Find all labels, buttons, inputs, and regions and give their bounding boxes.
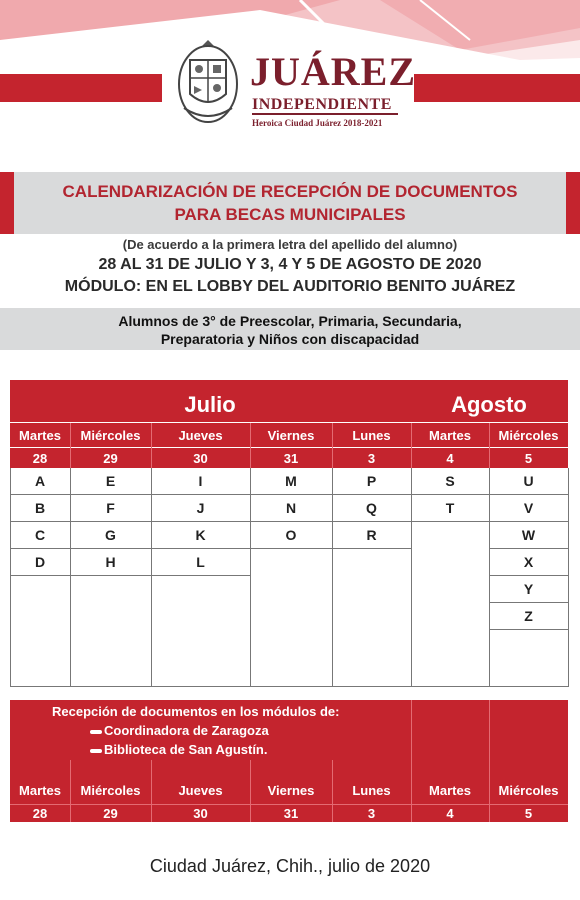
grid-line [10, 468, 11, 686]
page-title-line-2: PARA BECAS MUNICIPALES [174, 205, 406, 224]
city-seal-icon [176, 38, 240, 124]
reception-date-cell: 4 [446, 805, 454, 821]
letter-cell: A [10, 468, 70, 495]
letter-cell: W [489, 522, 568, 549]
day-header: Miércoles [489, 423, 568, 447]
grid-line [151, 423, 152, 468]
grid-line [70, 760, 71, 822]
header-band-left [0, 74, 162, 102]
reception-day-header: Miércoles [498, 782, 559, 798]
grid-line [332, 468, 333, 686]
letter-cell: Z [489, 603, 568, 630]
bullet-dash-icon [90, 749, 102, 753]
reception-date-cell: 30 [193, 805, 208, 821]
grid-line [151, 760, 152, 822]
grid-line [10, 686, 569, 687]
reception-item: Biblioteca de San Agustín. [104, 742, 268, 757]
reception-date-cell: 3 [367, 805, 376, 821]
letter-cell: X [489, 549, 568, 576]
letter-cell: H [70, 549, 151, 576]
day-header: Jueves [151, 423, 250, 447]
reception-day-header: Martes [19, 782, 61, 798]
letter-cell: B [10, 495, 70, 522]
header-band-right [414, 74, 580, 102]
grid-line [250, 468, 251, 686]
logo-subtitle: INDEPENDIENTE [252, 96, 392, 113]
info-note: (De acuerdo a la primera letra del apellido del alumno) [122, 237, 458, 252]
letter-cell: I [151, 468, 250, 495]
grid-line [332, 760, 333, 822]
date-cell: 30 [151, 448, 250, 468]
grid-line [332, 423, 333, 468]
grid-line [411, 760, 412, 822]
grid-line [411, 700, 412, 760]
letter-cell: S [411, 468, 489, 495]
day-header: Viernes [250, 423, 332, 447]
reception-date-cell: 29 [103, 805, 118, 821]
grid-line [568, 468, 569, 686]
letter-cell: Y [489, 576, 568, 603]
logo-title: JUÁREZ [250, 49, 417, 94]
date-cell: 4 [411, 448, 489, 468]
logo-tagline: Heroica Ciudad Juárez 2018-2021 [252, 118, 383, 128]
month-julio: Julio [184, 392, 236, 417]
month-agosto: Agosto [451, 392, 527, 417]
day-header: Martes [411, 423, 489, 447]
letter-cell: V [489, 495, 568, 522]
students-line-1: Alumnos de 3° de Preescolar, Primaria, Secundaria, [118, 313, 462, 329]
page-title [14, 180, 566, 226]
reception-day-header: Miércoles [80, 782, 141, 798]
letter-cell: O [250, 522, 332, 549]
day-header: Martes [10, 423, 70, 447]
reception-day-header: Viernes [267, 782, 315, 798]
header [0, 0, 580, 160]
grid-line [151, 468, 152, 686]
letter-cell: M [250, 468, 332, 495]
letter-cell: L [151, 549, 250, 576]
reception-day-header: Jueves [178, 782, 223, 798]
info-module: MÓDULO: EN EL LOBBY DEL AUDITORIO BENITO JUÁREZ [64, 278, 516, 295]
grid-line [489, 468, 490, 686]
letter-cell: Q [332, 495, 411, 522]
letter-cell: P [332, 468, 411, 495]
grid-line [489, 423, 490, 468]
students-text [0, 312, 580, 348]
reception-title: Recepción de documentos en los módulos de: [52, 704, 340, 719]
date-cell: 3 [332, 448, 411, 468]
letter-cell: C [10, 522, 70, 549]
letter-cell: K [151, 522, 250, 549]
reception-date-cell: 31 [283, 805, 299, 821]
letter-cell: F [70, 495, 151, 522]
letter-cell: T [411, 495, 489, 522]
reception-date-cell: 28 [32, 805, 48, 821]
grid-line [70, 423, 71, 468]
date-cell: 28 [10, 448, 70, 468]
grid-line [10, 804, 568, 805]
letter-cell: U [489, 468, 568, 495]
date-cell: 5 [489, 448, 568, 468]
letter-cell: R [332, 522, 411, 549]
grid-line [411, 423, 412, 468]
bullet-dash-icon [90, 730, 102, 734]
letter-cell: J [151, 495, 250, 522]
logo-divider [252, 113, 398, 115]
students-line-2: Preparatoria y Niños con discapacidad [160, 331, 420, 347]
grid-line [489, 700, 490, 760]
letter-cell: D [10, 549, 70, 576]
reception-item: Coordinadora de Zaragoza [104, 723, 269, 738]
day-header: Miércoles [70, 423, 151, 447]
info-dates: 28 AL 31 DE JULIO Y 3, 4 Y 5 DE AGOSTO DE 2020 [98, 256, 482, 273]
grid-line [70, 468, 71, 686]
letter-cell: N [250, 495, 332, 522]
letter-cell: G [70, 522, 151, 549]
reception-date-cell: 5 [524, 805, 533, 821]
grid-line [250, 423, 251, 468]
grid-line [489, 760, 490, 822]
day-header: Lunes [332, 423, 411, 447]
page-title-line-1: CALENDARIZACIÓN DE RECEPCIÓN DE DOCUMENTOS [62, 182, 518, 201]
grid-line [411, 468, 412, 686]
reception-day-header: Martes [429, 782, 471, 798]
date-cell: 29 [70, 448, 151, 468]
footer-text: Ciudad Juárez, Chih., julio de 2020 [149, 856, 431, 876]
grid-line [250, 760, 251, 822]
date-cell: 31 [250, 448, 332, 468]
reception-day-header: Lunes [352, 782, 391, 798]
letter-cell: E [70, 468, 151, 495]
